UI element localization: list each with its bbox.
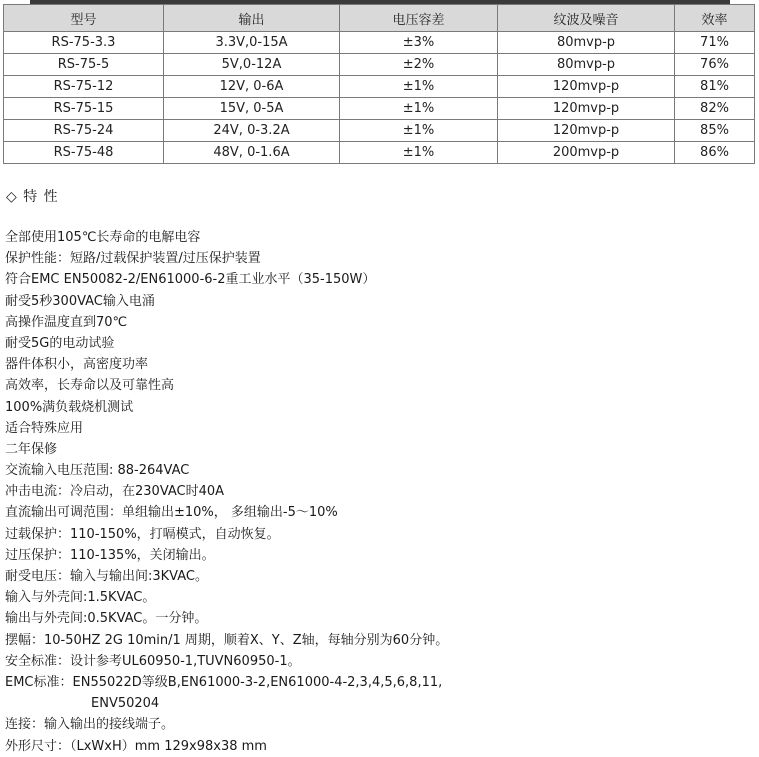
cell-ripple: 120mvp-p [498,98,675,120]
features-list [5,227,755,757]
cell-tolerance: ±1% [340,142,498,164]
col-header-tolerance: 电压容差 [340,5,498,32]
cell-efficiency: 82% [675,98,755,120]
feature-line: 直流输出可调范围：单组输出±10%， 多组输出-5～10% [5,505,338,521]
cell-ripple: 80mvp-p [498,54,675,76]
feature-line: 输出与外壳间:0.5KVAC。一分钟。 [5,611,208,627]
feature-line: 二年保修 [5,441,58,457]
cell-efficiency: 86% [675,142,755,164]
feature-line: 连接：输入输出的接线端子。 [5,717,175,733]
cell-model: RS-75-5 [4,54,164,76]
table-row [4,32,755,54]
cell-output: 5V,0-12A [164,54,340,76]
feature-line-continuation: ENV50204 [91,696,160,712]
feature-line: 保护性能：短路/过载保护装置/过压保护装置 [5,251,261,267]
spec-table [3,4,755,164]
cell-tolerance: ±3% [340,32,498,54]
cell-efficiency: 76% [675,54,755,76]
cell-tolerance: ±2% [340,54,498,76]
feature-line: 全部使用105℃长寿命的电解电容 [5,230,201,245]
feature-line: 外形尺寸：（LxWxH）mm 129x98x38 mm [5,738,267,754]
features-section-title: ◇ 特 性 [6,189,59,205]
feature-line: 摆幅：10-50HZ 2G 10min/1 周期，顺着X、Y、Z轴，每轴分别为60分钟。 [5,632,449,648]
cell-ripple: 80mvp-p [498,32,675,54]
cell-tolerance: ±1% [340,98,498,120]
col-header-efficiency: 效率 [675,5,755,32]
feature-line: 安全标准：设计参考UL60950-1,TUVN60950-1。 [5,653,301,669]
table-header-row [4,5,755,32]
feature-line: 输入与外壳间:1.5KVAC。 [5,590,156,606]
feature-line: 器件体积小，高密度功率 [5,357,149,373]
col-header-model: 型号 [4,5,164,32]
cell-ripple: 120mvp-p [498,76,675,98]
table-row [4,142,755,164]
cell-model: RS-75-3.3 [4,32,164,54]
table-row [4,98,755,120]
feature-line: 交流输入电压范围: 88-264VAC [5,463,190,479]
cell-output: 48V, 0-1.6A [164,142,340,164]
cell-model: RS-75-48 [4,142,164,164]
col-header-ripple: 纹波及噪音 [498,5,675,32]
cell-output: 24V, 0-3.2A [164,120,340,142]
cell-output: 12V, 0-6A [164,76,340,98]
table-row [4,76,755,98]
cell-output: 3.3V,0-15A [164,32,340,54]
col-header-output: 输出 [164,5,340,32]
table-row [4,120,755,142]
cell-model: RS-75-15 [4,98,164,120]
cell-efficiency: 71% [675,32,755,54]
cell-tolerance: ±1% [340,76,498,98]
feature-line: 过载保护：110-150%，打嗝模式，自动恢复。 [5,526,280,542]
cell-tolerance: ±1% [340,120,498,142]
cell-ripple: 200mvp-p [498,142,675,164]
feature-line: 过压保护：110-135%，关闭输出。 [5,547,215,563]
feature-line: 100%满负载烧机测试 [5,399,134,415]
feature-line: EMC标准：EN55022D等级B,EN61000-3-2,EN61000-4-2,3,4,5,6,8,11, [5,674,443,690]
cell-model: RS-75-12 [4,76,164,98]
cell-model: RS-75-24 [4,120,164,142]
feature-line: 耐受5G的电动试验 [5,335,115,351]
cell-ripple: 120mvp-p [498,120,675,142]
cell-efficiency: 81% [675,76,755,98]
feature-line: 耐受电压：输入与输出间:3KVAC。 [5,569,208,584]
table-row [4,54,755,76]
feature-line: 冲击电流：冷启动，在230VAC时40A [5,484,225,500]
cell-efficiency: 85% [675,120,755,142]
feature-line: 耐受5秒300VAC输入电涌 [5,293,155,309]
feature-line: 符合EMC EN50082-2/EN61000-6-2重工业水平（35-150W） [5,272,376,288]
cell-output: 15V, 0-5A [164,98,340,120]
feature-line: 高效率，长寿命以及可靠性高 [5,378,175,394]
feature-line: 高操作温度直到70℃ [5,314,128,330]
feature-line: 适合特殊应用 [5,420,84,436]
